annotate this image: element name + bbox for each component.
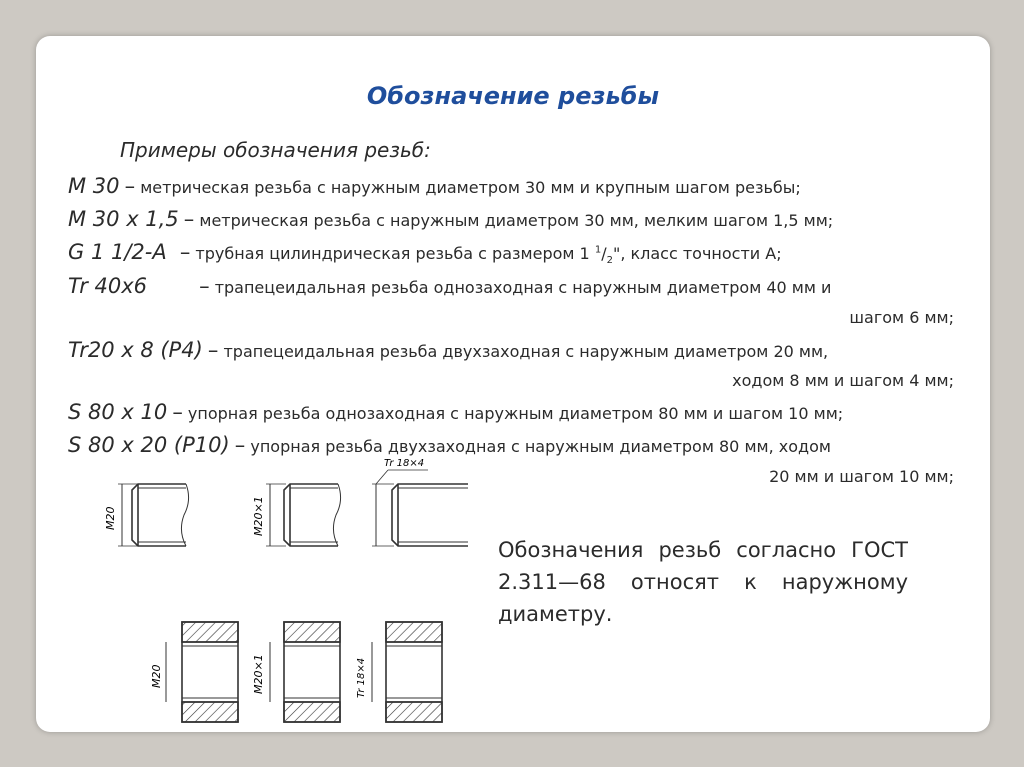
dash: – — [234, 433, 246, 457]
thread-description: упорная резьба двухзаходная с наружным диаметром 80 мм, ходом — [250, 437, 831, 456]
dimension-label: Tr 18×4 — [356, 657, 367, 698]
nut-drawing-2 — [270, 622, 340, 722]
desc-part: трубная цилиндрическая резьба с размером 1 — [195, 244, 595, 263]
shaft-drawing-3 — [372, 470, 468, 546]
thread-code: S 80 х 10 — [68, 400, 168, 424]
gost-note: Обозначения резьб согласно ГОСТ 2.311—68 относят к наружному диаметру. — [498, 538, 908, 626]
dimension-label: Tr 18×4 — [384, 458, 425, 469]
slide — [36, 36, 990, 732]
thread-description: трапецеидальная резьба однозаходная с наружным диаметром 40 мм и — [214, 278, 832, 297]
thread-description: трапецеидальная резьба двухзаходная с наружным диаметром 20 мм, — [223, 342, 829, 361]
slide-title: Обозначение резьбы — [366, 82, 660, 110]
thread-description-continued: 20 мм и шагом 10 мм; — [769, 467, 954, 486]
thread-description-continued: шагом 6 мм; — [849, 308, 954, 327]
nut-drawing-1 — [166, 622, 238, 722]
thread-code: G 1 1/2-A — [68, 240, 167, 264]
thread-description-continued: ходом 8 мм и шагом 4 мм; — [732, 371, 954, 390]
shaft-drawing-2 — [266, 484, 341, 546]
thread-entry — [68, 240, 782, 266]
thread-code: M 30 х 1,5 — [68, 207, 179, 231]
thread-code: S 80 х 20 (P10) — [68, 433, 230, 457]
fraction-denominator: 2 — [606, 255, 613, 267]
dimension-label: M20 — [104, 506, 117, 530]
thread-code: Tr20 х 8 (P4) — [68, 338, 203, 362]
dash: – — [179, 240, 191, 264]
thread-code: Tr 40x6 — [68, 274, 148, 298]
examples-intro: Примеры обозначения резьб: — [120, 138, 431, 162]
dash: – — [172, 400, 183, 424]
dash: – — [207, 338, 219, 362]
dash: – — [199, 274, 210, 298]
thread-drawing — [98, 458, 468, 698]
dash: – — [183, 207, 195, 231]
thread-entry — [68, 274, 831, 298]
fraction-slash: / — [601, 244, 607, 263]
fraction-numerator: 1 — [594, 244, 602, 256]
thread-code: M 30 — [68, 174, 120, 198]
thread-entry — [68, 207, 833, 231]
desc-part: ", класс точности А; — [612, 244, 782, 263]
shaft-drawing-1 — [118, 484, 189, 546]
thread-description — [195, 244, 782, 267]
dimension-label: M20×1 — [252, 654, 265, 694]
thread-entry — [68, 433, 831, 457]
thread-description: метрическая резьба с наружным диаметром 30 мм и крупным шагом резьбы; — [140, 178, 801, 197]
dimension-label: M20×1 — [252, 496, 265, 536]
nut-drawing-3 — [372, 622, 442, 722]
thread-entry — [68, 338, 828, 362]
dash: – — [124, 174, 136, 198]
dimension-label: M20 — [150, 664, 163, 688]
thread-entry — [68, 174, 801, 198]
thread-description: упорная резьба однозаходная с наружным диаметром 80 мм и шагом 10 мм; — [187, 404, 844, 423]
thread-description: метрическая резьба с наружным диаметром 30 мм, мелким шагом 1,5 мм; — [199, 211, 834, 230]
thread-entry — [68, 400, 843, 424]
